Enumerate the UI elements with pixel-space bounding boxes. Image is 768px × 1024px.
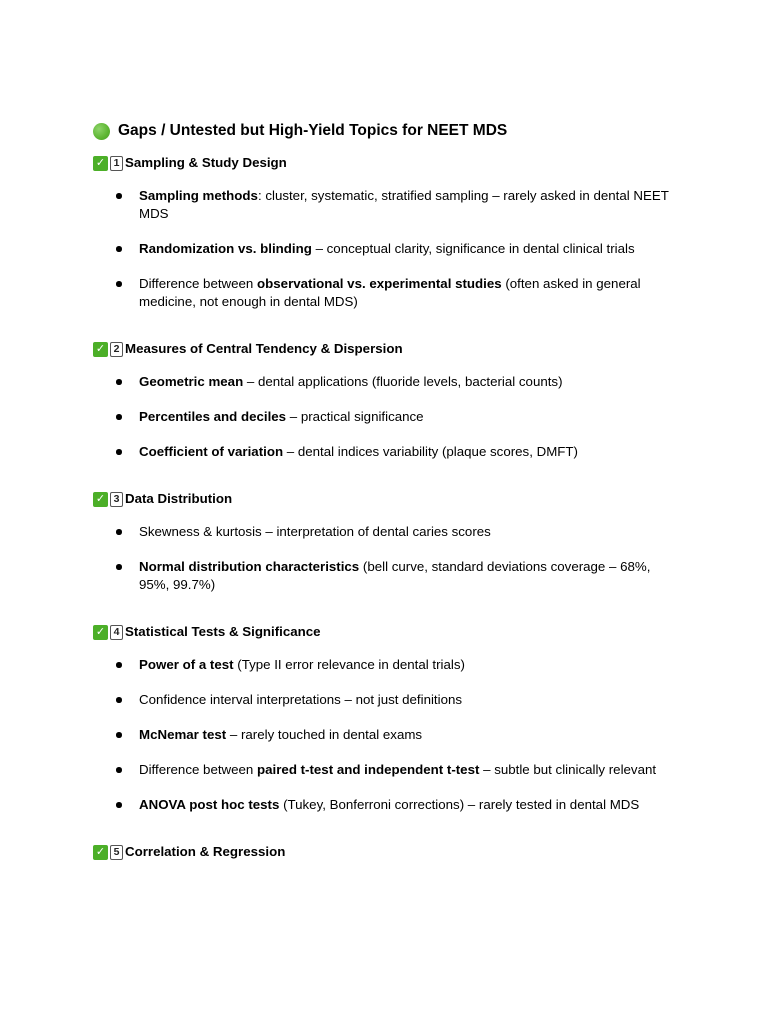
list-item: [93, 796, 693, 814]
section-heading: [93, 153, 693, 173]
item-text: – dental indices variability (plaque scores, DMFT): [283, 444, 578, 459]
list-item: [93, 558, 693, 594]
item-text: (Tukey, Bonferroni corrections) – rarely tested in dental MDS: [279, 797, 640, 812]
section-number: 4: [110, 625, 123, 640]
section-heading-text: Measures of Central Tendency & Dispersion: [125, 341, 403, 356]
item-bold-text: McNemar test: [139, 727, 227, 742]
section-5: [93, 842, 693, 862]
item-bold-text: Normal distribution characteristics: [139, 559, 360, 574]
item-bold-text: Geometric mean: [139, 374, 244, 389]
section-number: 3: [110, 492, 123, 507]
section-2: [93, 339, 693, 461]
bullet-list: [93, 373, 693, 461]
item-text: : cluster, systematic, stratified sampling – rarely asked in dental NEET MDS: [139, 188, 669, 221]
section-3: [93, 489, 693, 594]
item-bold-text: Power of a test: [139, 657, 234, 672]
sections-container: [93, 153, 693, 862]
section-heading: [93, 622, 693, 642]
section-number: 5: [110, 845, 123, 860]
document-page: [93, 120, 693, 862]
check-mark-icon: ✓: [93, 342, 108, 357]
item-text: Difference between: [139, 276, 258, 291]
item-text: – subtle but clinically relevant: [479, 762, 657, 777]
item-bold-text: Coefficient of variation: [139, 444, 284, 459]
section-number: 1: [110, 156, 123, 171]
section-4: [93, 622, 693, 814]
list-item: [93, 726, 693, 744]
list-item: [93, 187, 693, 223]
section-1: [93, 153, 693, 311]
section-heading-text: Statistical Tests & Significance: [125, 624, 321, 639]
item-text: – rarely touched in dental exams: [226, 727, 423, 742]
item-bold-text: observational vs. experimental studies: [257, 276, 502, 291]
section-heading: [93, 842, 693, 862]
item-bold-text: Percentiles and deciles: [139, 409, 287, 424]
check-mark-icon: ✓: [93, 492, 108, 507]
list-item: [93, 523, 693, 541]
list-item: [93, 443, 693, 461]
item-text: (Type II error relevance in dental trials): [233, 657, 465, 672]
bullet-list: [93, 187, 693, 311]
check-mark-icon: ✓: [93, 845, 108, 860]
section-heading: [93, 489, 693, 509]
item-text: Skewness & kurtosis – interpretation of dental caries scores: [139, 524, 491, 539]
page-title: [93, 120, 693, 142]
list-item: [93, 408, 693, 426]
list-item: [93, 275, 693, 311]
section-number: 2: [110, 342, 123, 357]
item-text: – practical significance: [286, 409, 424, 424]
list-item: [93, 691, 693, 709]
item-bold-text: Sampling methods: [139, 188, 258, 203]
bullet-list: [93, 656, 693, 814]
section-heading: [93, 339, 693, 359]
check-mark-icon: ✓: [93, 625, 108, 640]
section-heading-text: Correlation & Regression: [125, 844, 286, 859]
list-item: [93, 761, 693, 779]
list-item: [93, 240, 693, 258]
item-bold-text: Randomization vs. blinding: [139, 241, 312, 256]
item-text: – dental applications (fluoride levels, bacterial counts): [243, 374, 563, 389]
item-text: (often asked in general medicine, not enough in dental MDS): [139, 276, 641, 309]
check-mark-icon: ✓: [93, 156, 108, 171]
item-text: – conceptual clarity, significance in dental clinical trials: [311, 241, 635, 256]
list-item: [93, 656, 693, 674]
item-text: (bell curve, standard deviations coverage – 68%, 95%, 99.7%): [139, 559, 651, 592]
item-text: Confidence interval interpretations – not just definitions: [139, 692, 463, 707]
item-text: Difference between: [139, 762, 258, 777]
list-item: [93, 373, 693, 391]
section-heading-text: Data Distribution: [125, 491, 233, 506]
page-title-text: Gaps / Untested but High-Yield Topics for NEET MDS: [118, 122, 508, 139]
bullet-list: [93, 523, 693, 594]
green-circle-icon: [93, 123, 110, 140]
item-bold-text: ANOVA post hoc tests: [139, 797, 280, 812]
item-bold-text: paired t-test and independent t-test: [257, 762, 480, 777]
section-heading-text: Sampling & Study Design: [125, 155, 287, 170]
